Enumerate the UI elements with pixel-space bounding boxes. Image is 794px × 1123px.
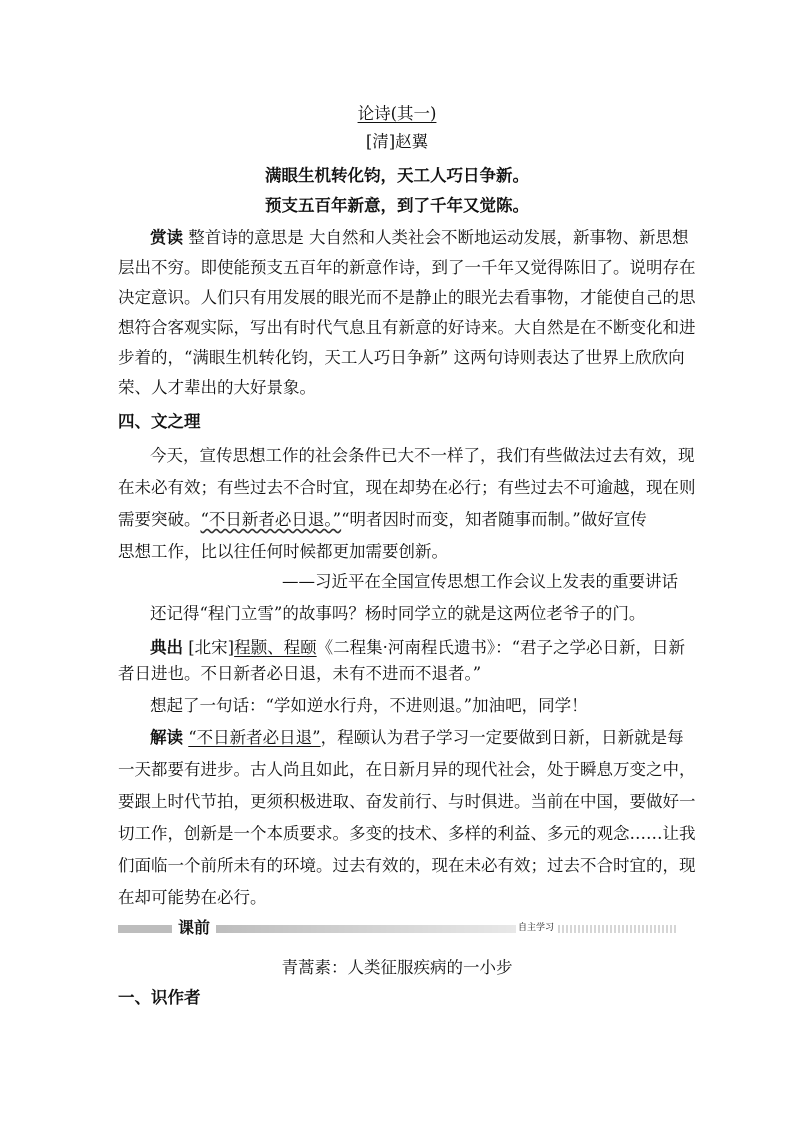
appreciation-line-2: 层出不穷。即使能预支五百年的新意作诗，到了一千年又觉得陈旧了。说明存在	[118, 258, 696, 277]
section-heading: 四、文之理	[118, 412, 201, 431]
interp-label: 解读	[150, 728, 183, 747]
quote-line-1: 今天，宣传思想工作的社会条件已大不一样了，我们有些做法过去有效，现	[150, 446, 695, 465]
appreciation-line-5: 步着的，“满眼生机转化钧，天工人巧日争新” 这两句诗则表达了世界上欣欣向	[118, 348, 685, 367]
interp-first: ，程颐认为君子学习一定要做到日新，日新就是每	[320, 728, 684, 747]
interp-line-3: 要跟上时代节拍，更须积极进取、奋发前行、与时俱进。当前在中国，要做好一	[118, 792, 696, 811]
poem-author: [清]赵翼	[365, 132, 429, 151]
quote-line-4: 思想工作，比以往任何时候都更加需要创新。	[118, 542, 448, 561]
key-quote: “不日新者必日退。”	[200, 510, 342, 529]
story-line: 还记得“程门立雪”的故事吗？杨时同学立的就是这两位老爷子的门。	[150, 604, 646, 623]
origin-book: 《二程集·河南程氏遗书》：“君子之学必日新，日新	[316, 638, 686, 657]
appreciation-line-3: 决定意识。人们只有用发展的眼光而不是静止的眼光去看事物，才能使自己的思	[118, 288, 696, 307]
banner-bar-right	[558, 925, 678, 933]
appreciation-line-1	[150, 226, 689, 250]
banner-tag: 自主学习	[516, 920, 556, 936]
interp-line-5: 们面临一个前所未有的环境。过去有效的，现在未必有效；过去不合时宜的，现	[118, 856, 696, 875]
interp-line-1	[150, 726, 684, 750]
appreciation-line-4: 想符合客观实际，写出有时代气息且有新意的好诗来。大自然是在不断变化和进	[118, 318, 696, 337]
origin-era: [北宋]	[188, 638, 235, 657]
origin-label: 典出	[150, 638, 183, 657]
appreciation-text: 整首诗的意思是 大自然和人类社会不断地运动发展，新事物、新思想	[188, 228, 689, 247]
poem-line-1: 满眼生机转化钧，天工人巧日争新。	[265, 166, 529, 185]
next-article-title: 青蒿素：人类征服疾病的一小步	[281, 958, 513, 977]
quote-line-2: 在未必有效；有些过去不合时宜，现在却势在必行；有些过去不可逾越，现在则	[118, 478, 696, 497]
banner-bar-mid	[216, 925, 516, 933]
poem-title: 论诗(其一)	[357, 104, 437, 123]
origin-line-1	[150, 636, 685, 660]
saying-line: 想起了一句话：“学如逆水行舟，不进则退。”加油吧，同学！	[150, 696, 588, 715]
quote-line-3-c: “明者因时而变，知者随事而制。”做好宣传	[341, 510, 647, 529]
banner-bar-left	[118, 925, 172, 933]
banner-label: 课前	[178, 918, 211, 937]
interp-quote: “不日新者必日退”	[188, 728, 321, 747]
appreciation-label: 赏读	[150, 228, 183, 247]
quote-line-3-a: 需要突破。	[118, 510, 201, 529]
next-heading: 一、识作者	[118, 988, 201, 1007]
quote-line-3	[118, 508, 678, 532]
interp-line-4: 切工作，创新是一个本质要求。多变的技术、多样的利益、多元的观念……让我	[118, 824, 696, 843]
origin-line-2: 者日进也。不日新者必日退，未有不进而不退者。”	[118, 664, 482, 683]
interp-line-6: 在却可能势在必行。	[118, 888, 267, 907]
interp-line-2: 一天都要有进步。古人尚且如此，在日新月异的现代社会，处于瞬息万变之中，	[118, 760, 696, 779]
origin-authors: 程颢、程颐	[234, 638, 317, 657]
quote-source: ——习近平在全国宣传思想工作会议上发表的重要讲话	[282, 572, 678, 591]
appreciation-line-6: 荣、人才辈出的大好景象。	[118, 378, 316, 397]
section-banner	[118, 916, 678, 940]
poem-line-2: 预支五百年新意，到了千年又觉陈。	[265, 196, 529, 215]
